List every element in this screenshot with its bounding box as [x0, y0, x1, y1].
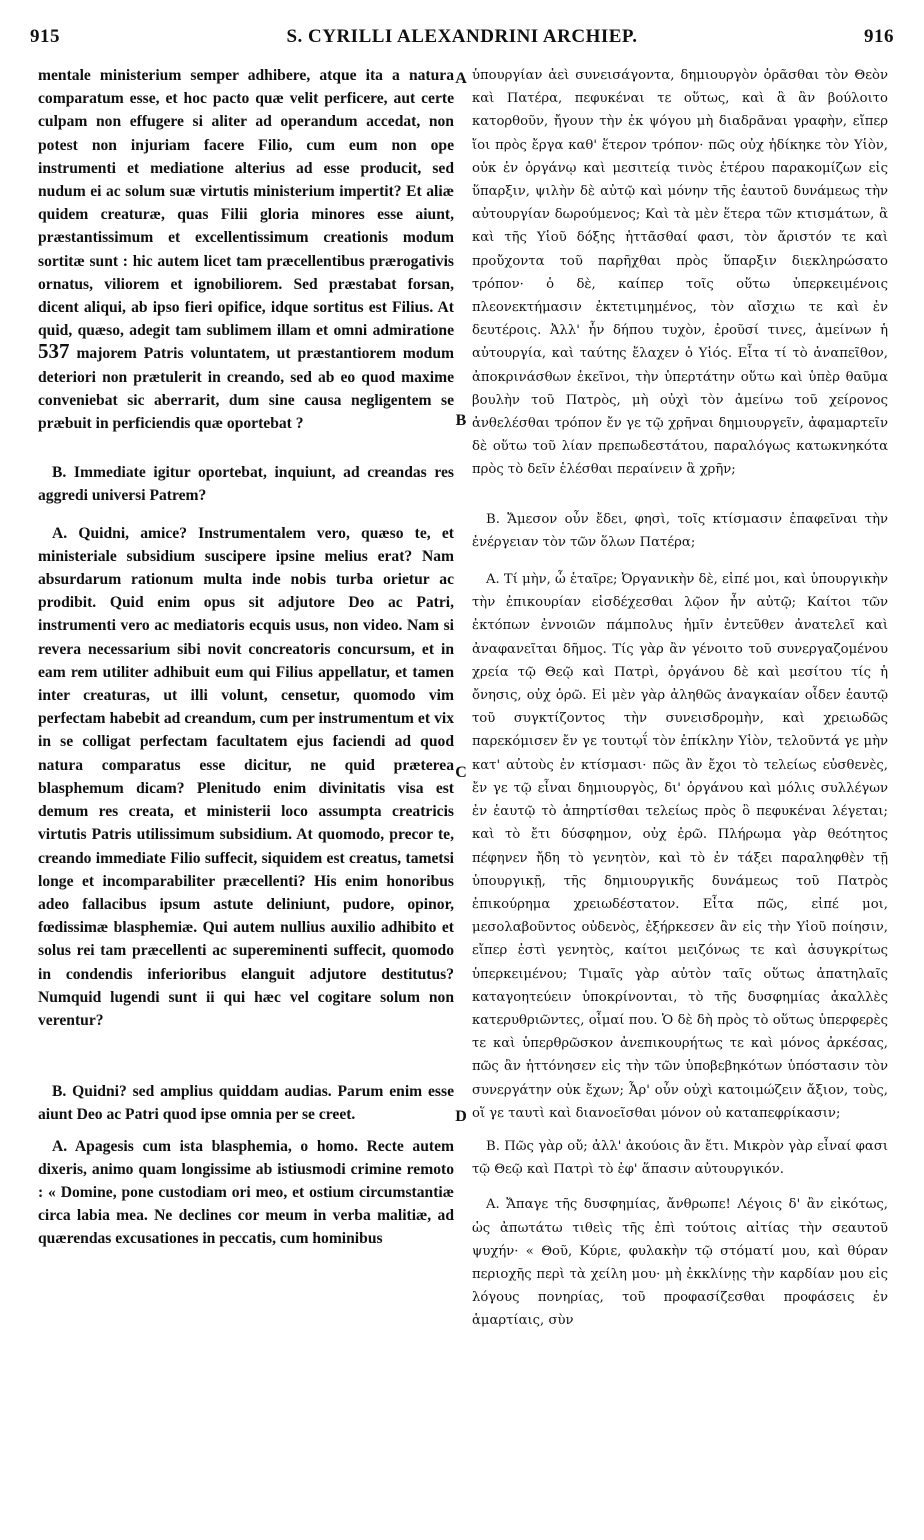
margin-letter-b: B — [455, 412, 467, 429]
latin-text: majorem Patris voluntatem, ut præstantiorem modum deteriori non prætulerit in creando, sed ab eo quod maxime conveniebat sic aberrarit, dum sine causa negligentem se præbuit in perficiendis quæ oportebat ? — [38, 345, 454, 433]
margin-letter-c: C — [455, 764, 467, 781]
latin-paragraph: B. Immediate igitur oportebat, inquiunt, ad creandas res aggredi universi Patrem? — [38, 464, 454, 505]
running-header — [30, 26, 894, 56]
latin-paragraph: B. Quidni? sed amplius quiddam audias. Parum enim esse aiunt Deo ac Patri quod ipse omnia per se creet. — [38, 1083, 454, 1124]
latin-column — [38, 64, 454, 1251]
running-title: S. CYRILLI ALEXANDRINI ARCHIEP. — [286, 26, 638, 47]
column-number-marker: 537 — [38, 339, 70, 364]
page-number-right: 916 — [864, 26, 894, 47]
greek-paragraph: Α. Ἄπαγε τῆς δυσφημίας, ἄνθρωπε! Λέγοις δ' ἂν εἰκότως, ὡς ἀπωτάτω τιθεὶς τῆς ἐπὶ τούτοις αἰτίας τὴν σεαυτοῦ ψυχήν· « Θοῦ, Κύριε, φυλακὴν τῷ στόματί μου, καὶ θύραν περιοχῆς περὶ τὰ χείλη μου· μὴ ἐκκλίνῃς τὴν καρδίαν μου εἰς λόγους πονηρίας, τοῦ προφασίζεσθαι προφάσεις ἐν ἁμαρτίαις, σὺν — [472, 1197, 888, 1329]
margin-letter-a: A — [455, 70, 467, 87]
greek-paragraph: ὑπουργίαν ἀεὶ συνεισάγοντα, δημιουργὸν ὁρᾶσθαι τὸν Θεὸν καὶ Πατέρα, πεφυκέναι τε οὕτως, καὶ ἃ ἂν βούλοιτο κατορθοῦν, ἤγουν τὴν ἐκ ψόγου μὴ διαδρᾶναι γραφὴν, εἴπερ ἴοι πρὸς ἔργα καθ' ἕτερον τρόπον· πῶς οὐχ ἠδίκηκε τὸν Υἱὸν, οὐκ ἐν ὀργάνῳ καὶ μεσιτείᾳ τινὸς ἑτέρου παρακομίζων εἰς ὕπαρξιν, ψιλὴν δὲ αὐτῷ καὶ μόνην τῆς ἑαυτοῦ δυνάμεως τὴν αὐτουργίαν δωρούμενος; Καὶ τὰ μὲν ἕτερα τῶν κτισμάτων, ἃ καὶ τῆς Υἱοῦ δόξης ἡττᾶσθαί φασι, τὸν ἄριστόν τε καὶ προὔχοντα τοῦ παρῆχθαι πρὸς ὕπαρξιν διεκληρώσατο τρόπον· ὁ δὲ, καίπερ τοῖς οὕτω ὑπερκειμένοις πλεονεκτήμασιν ἐκτετιμημένος, τὸν αἴσχιω τε καὶ ἐν δευτέροις. Ἀλλ' ἦν δήπου τυχὸν, ἐροῦσί τινες, ἀμείνων ἡ αὐτουργία, καὶ ταύτης ἔλαχεν ὁ Υἱός. Εἶτα τί τὸ ἀναπεῖθον, ἀποκρινάσθων ἐκεῖνοι, τὴν ὑπερτάτην οὕτω καὶ ὑπὲρ θαῦμα βουλὴν τοῦ Πατρὸς, μὴ οὐχὶ τὸν ἀμείνω τοῦ χείρονος ἀνθελέσθαι τρόπον ἔν γε τῷ χρῆναι δημιουργεῖν, ἀφαμαρτεῖν δὲ οὕτω τοῦ λίαν πρεπωδεστάτου, παραλόγως κατωκνηκότα πρὸς τὸ δεῖν ἑλέσθαι περαίνειν ἃ χρῆν; — [472, 68, 888, 478]
page-number-left: 915 — [30, 26, 60, 47]
greek-paragraph: Α. Τί μὴν, ὦ ἑταῖρε; Ὀργανικὴν δὲ, εἰπέ μοι, καὶ ὑπουργικὴν τὴν ἐπικουρίαν εἰσδέχεσθαι λῷον ἦν αὐτῷ; Καίτοι τῶν ἐκτόπων ἐννοιῶν πάμπολυς ἡμῖν ἐντεῦθεν ἀνατελεῖ καὶ ἀναφανεῖται δῆμος. Τίς γὰρ ἂν γένοιτο τοῦ συνεργαζομένου χρεία τῷ Θεῷ καὶ Πατρὶ, ὀργάνου δὲ καὶ μεσίτου τίς ἡ ὄνησις, οὐχ ὁρῶ. Εἰ μὲν γὰρ ἀληθῶς ἀναγκαίαν οἶδεν ἑαυτῷ τοῦ συγκτίζοντος τὴν συνεισδρομὴν, καὶ χρειωδῶς παρεκόμισεν ἔν γε τουτῳΐ τὸν ἐπίκλην Υἱὸν, τελοῦντά γε μὴν κατ' αὐτοὺς ἐν κτίσμασι· πῶς ἂν ἔχοι τὸ τελείως εὐσθενὲς, ἔν γε τῷ εἶναι δημιουργὸς, δι' ὀργάνου καὶ μόλις συλλέγων ἐν ἑαυτῷ τὸ ἀπηρτίσθαι τελείως πρὸς ὃ πεφυκέναι λέγεται; καὶ τὸ ἔτι δύσφημον, οὐχ ἐρῶ. Πλήρωμα γὰρ θεότητος πέφηνεν ἤδη τὸ γενητὸν, καὶ τὸ ἐν τάξει παραληφθὲν τῇ ὑπουργικῇ, τῆς δημιουργικῆς δυνάμεως τοῦ Πατρὸς ἐπικούρημα χρειωδέστατον. Εἶτα πῶς, εἰπέ μοι, μεσολαβοῦντος οὐδενὸς, ἐξήρκεσεν ἂν εἰς τὴν Υἱοῦ ποίησιν, εἴπερ ἐστὶ γενητὸς, καίτοι μειζόνως τε καὶ ἀσυγκρίτως ὑπερκειμένου; Τιμαῖς γὰρ αὐτὸν ταῖς οὕτως ἀπατηλαῖς καταγοητεύειν ὑποκρίνονται, τὸ τῆς δυσφημίας ἀκαλλὲς κατερυθριῶντες, οἶμαί που. Ὁ δὲ δὴ πρὸς τὸ οὕτως ὑπερφερὲς τε καὶ ὑπερθρῶσκον ἀνεπικουρήτως τε καὶ μόνος ἀρκέσας, πῶς ἂν ἡττόνησεν εἰς τὴν τῶν ὑποβεβηκότων ὑπόστασιν τὸν συνεργάτην οὐκ ἔχων; Ἆρ' οὖν οὐχὶ κατοιμώζειν ἄξιον, τοὺς, οἵ γε ταυτὶ καὶ διανοεῖσθαι μόνον οὐ καταπεφρίκασιν; — [472, 572, 888, 1121]
latin-paragraph: A. Quidni, amice? Instrumentalem vero, quæso te, et ministeriale subsidium suscipere ipsine melius erat? Nam absurdarum rationum multa inde nobis turba orietur ac prodibit. Quid enim opus sit adjutore Deo ac Patri, instrumenti vero ac mediatoris ecquis usus, non video. Nam si revera necessarium sibi novit concreatoris concursum, et in eam rem utiliter adhibuit eum qui Filius appellatur, et tamen inter creaturas, ut illi volunt, censetur, quomodo vim perfectam habebit ad creandum, cum per instrumentum et vix in se colligat perfectam facultatem ejus faciendi ad quod natura comparatus esse dicitur, ne quid præterea blasphemum dicam? Plenitudo enim divinitatis visa est demum res creata, et ministerii loco assumpta creatricis virtutis Patris utilissimum subsidium. At quomodo, precor te, creando immediate Filio suffecit, siquidem est creatus, tametsi longe et incomparabiliter præcellenti? His enim honoribus adeo fallacibus ipsum astute deliniunt, pudore, opinor, fœdissimæ blasphemiæ. Qui autem nullius auxilio adhibito et solus rei tam præcellenti ac supereminenti suffecit, quomodo in condendis inferioribus elanguit adjutore destitutus? Numquid lugendi sunt ii qui hæc vel cogitare solum non verentur? — [38, 524, 454, 1029]
latin-paragraph — [38, 64, 454, 435]
greek-column — [472, 64, 888, 1333]
greek-paragraph: Β. Πῶς γὰρ οὔ; ἀλλ' ἀκούοις ἂν ἔτι. Μικρὸν γὰρ εἶναί φασι τῷ Θεῷ καὶ Πατρὶ τὸ ἐφ' ἅπασιν αὐτουργικόν. — [472, 1138, 888, 1178]
greek-paragraph: Β. Ἄμεσον οὖν ἔδει, φησὶ, τοῖς κτίσμασιν ἐπαφεῖναι τὴν ἐνέργειαν τὸν τῶν ὅλων Πατέρα; — [472, 511, 888, 550]
margin-letter-d: D — [455, 1108, 467, 1125]
latin-paragraph: A. Apagesis cum ista blasphemia, o homo. Recte autem dixeris, animo quam longissime ab istiusmodi crimine remoto : « Domine, pone custodiam ori meo, et ostium circumstantiæ circa labia mea. Ne declines cor meum in verba malitiæ, ad quærendas excusationes in peccatis, cum hominibus — [38, 1137, 454, 1248]
latin-text: mentale ministerium semper adhibere, atque ita a natura comparatum esse, et hoc pacto quæ velit perficere, aut certe culpam non effugere si aliter ad operandum accedat, non potest non injuriam facere Filio, cum eum non ope instrumenti et mediatione alterius ad esse producit, sed nudum ei ac solum suæ virtutis ministerium impertit? Et aliæ quidem creaturæ, quas Filii gloria minores esse aiunt, præstantissimum et excellentissimum creationis modum sortitæ sunt : hic autem licet tam præcellentibus prærogativis ornatus, viliorem et ignobiliorem. Sed præstabat forsan, dicent aliqui, ab ipso fieri opifice, idque sortitus est Filius. At quid, quæso, adegit tam sublimem illam et omni admiratione — [38, 67, 454, 340]
